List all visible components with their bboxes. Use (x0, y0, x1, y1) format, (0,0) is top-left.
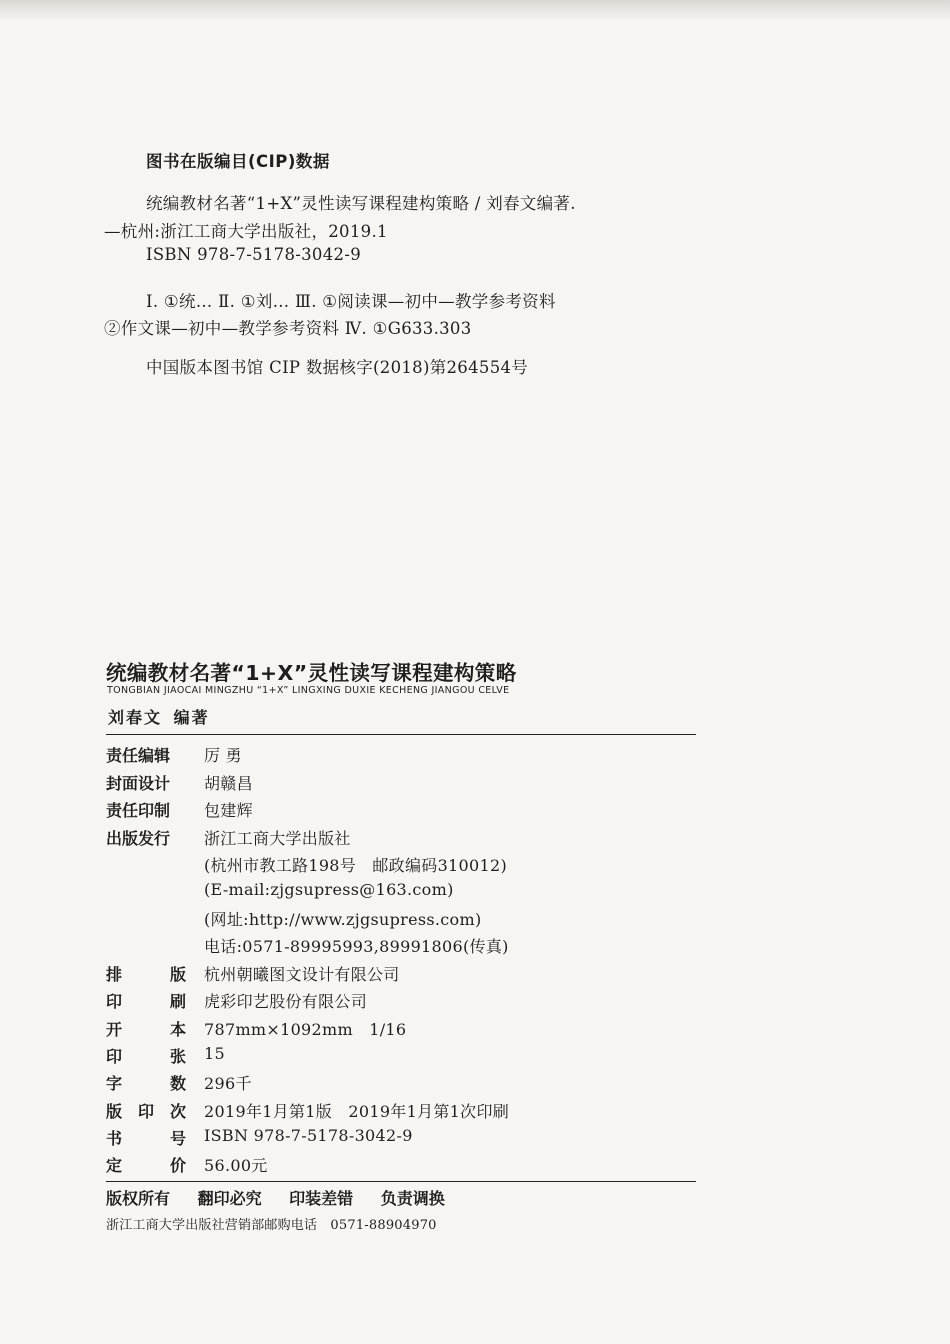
label-price: 定 价 (106, 1156, 186, 1175)
cip-subject-line-1: Ⅰ. ①统… Ⅱ. ①刘… Ⅲ. ①阅读课—初中—教学参考资料 (146, 292, 556, 311)
top-divider (106, 734, 696, 735)
value-word-count: 296千 (204, 1074, 252, 1093)
label-sheets: 印 张 (106, 1047, 186, 1066)
value-edition: 2019年1月第1版 2019年1月第1次印刷 (204, 1102, 510, 1121)
rights-notice: 版权所有 翻印必究 印装差错 负责调换 (106, 1189, 445, 1208)
cip-subject-line-2: ②作文课—初中—教学参考资料 Ⅳ. ①G633.303 (104, 319, 472, 338)
scan-edge-shadow (0, 0, 950, 22)
label-typesetting: 排 版 (106, 965, 186, 984)
publisher-email: (E-mail:zjgsupress@163.com) (204, 880, 454, 899)
value-printing: 虎彩印艺股份有限公司 (204, 992, 368, 1011)
label-format: 开 本 (106, 1020, 186, 1039)
cip-title-line: 统编教材名著“1+X”灵性读写课程建构策略 / 刘春文编著. (146, 194, 576, 213)
marketing-phone: 浙江工商大学出版社营销部邮购电话 0571-88904970 (106, 1218, 437, 1233)
cip-heading: 图书在版编目(CIP)数据 (146, 152, 330, 171)
label-word-count: 字 数 (106, 1074, 186, 1093)
book-title-pinyin: TONGBIAN JIAOCAI MINGZHU “1+X” LINGXING DUXIE KECHENG JIANGOU CELVE (107, 685, 510, 696)
label-cover-design: 封面设计 (106, 774, 171, 793)
value-isbn: ISBN 978-7-5178-3042-9 (204, 1126, 413, 1145)
label-printing: 印 刷 (106, 992, 186, 1011)
value-editor: 厉 勇 (204, 746, 242, 765)
label-isbn: 书 号 (106, 1129, 186, 1148)
label-editor: 责任编辑 (106, 746, 171, 765)
publisher-address: (杭州市教工路198号 邮政编码310012) (204, 856, 508, 875)
bottom-divider (106, 1181, 696, 1182)
publisher-phone: 电话:0571-89995993,89991806(传真) (204, 937, 509, 956)
value-print-supervisor: 包建辉 (204, 801, 253, 820)
value-price: 56.00元 (204, 1156, 268, 1175)
label-edition: 版 印 次 (106, 1102, 186, 1121)
cip-isbn-line: ISBN 978-7-5178-3042-9 (146, 245, 362, 264)
value-cover-design: 胡赣昌 (204, 774, 253, 793)
value-typesetting: 杭州朝曦图文设计有限公司 (204, 965, 400, 984)
publisher-website: (网址:http://www.zjgsupress.com) (204, 910, 482, 929)
value-publisher: 浙江工商大学出版社 (204, 829, 351, 848)
value-format: 787mm×1092mm 1/16 (204, 1020, 407, 1039)
cip-record-number: 中国版本图书馆 CIP 数据核字(2018)第264554号 (146, 358, 529, 377)
value-sheets: 15 (204, 1044, 225, 1063)
book-author: 刘春文 编著 (108, 708, 210, 727)
book-title: 统编教材名著“1+X”灵性读写课程建构策略 (106, 661, 517, 685)
label-print-supervisor: 责任印制 (106, 801, 171, 820)
label-publisher: 出版发行 (106, 829, 171, 848)
cip-publisher-line: —杭州:浙江工商大学出版社，2019.1 (104, 222, 388, 241)
